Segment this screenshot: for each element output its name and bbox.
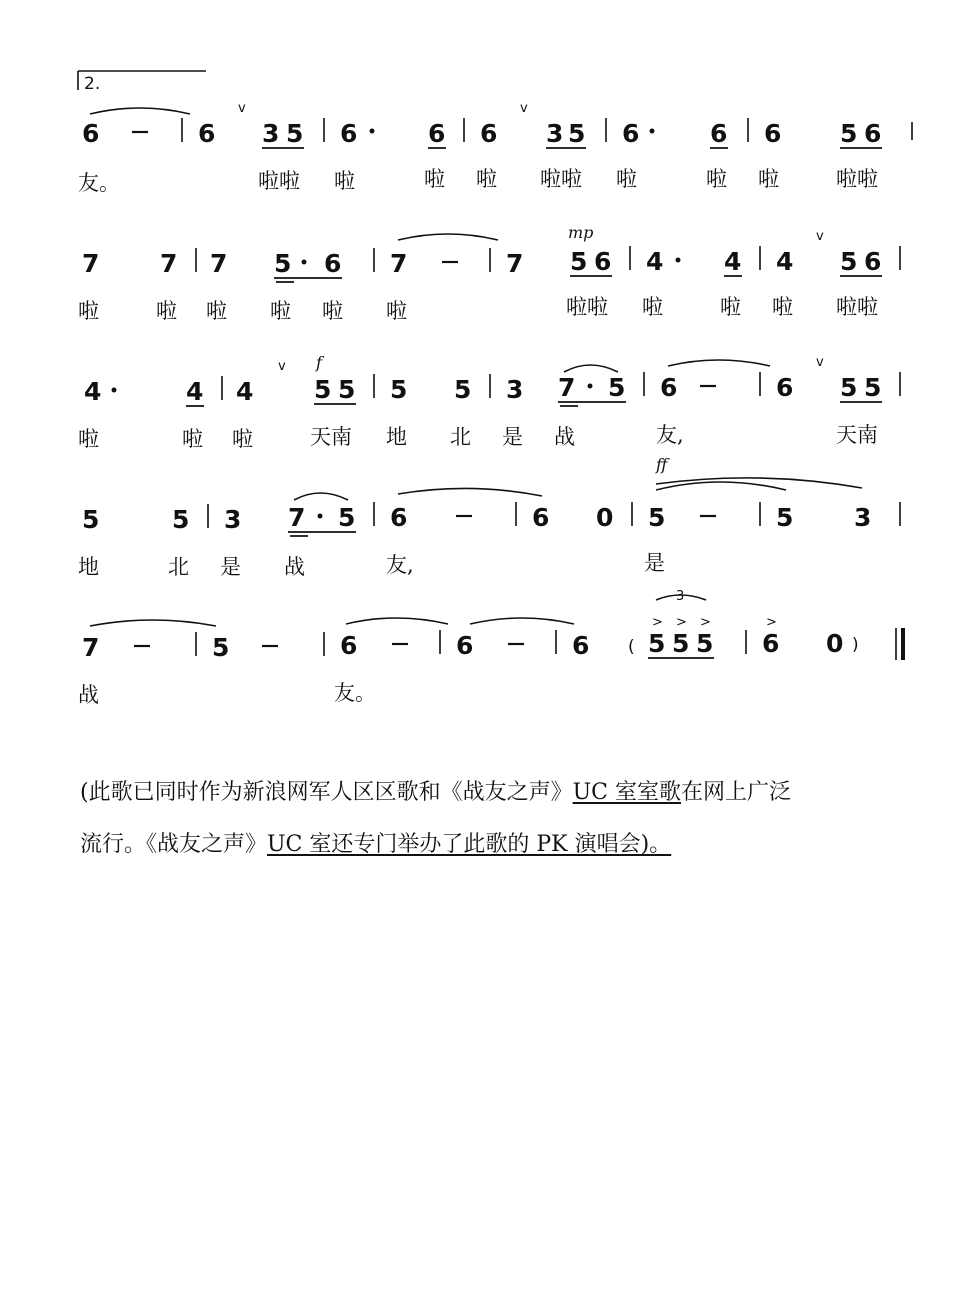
note: 6 bbox=[660, 373, 678, 402]
staff-row-5 bbox=[78, 589, 903, 707]
breath-mark: v bbox=[816, 355, 824, 370]
note: 4 bbox=[236, 377, 254, 406]
note: 7 bbox=[160, 249, 178, 278]
lyric: 啦 bbox=[616, 167, 637, 191]
lyric: 友。 bbox=[334, 681, 376, 705]
note: 5 bbox=[568, 119, 586, 148]
note: 6 bbox=[762, 629, 780, 658]
lyric: 啦 bbox=[424, 167, 445, 191]
dynamic-mp: mp bbox=[568, 223, 594, 242]
open-paren: ( bbox=[628, 637, 635, 657]
note: 7 bbox=[390, 249, 408, 278]
note: 5 bbox=[338, 503, 356, 532]
note: 5 bbox=[672, 629, 690, 658]
tie bbox=[656, 482, 786, 490]
lyric: 啦啦 bbox=[258, 169, 300, 193]
note: 5 bbox=[864, 373, 882, 402]
slur bbox=[656, 478, 862, 488]
lyric: 啦啦 bbox=[836, 167, 878, 191]
lyric: 啦啦 bbox=[540, 167, 582, 191]
lyric: 啦 bbox=[322, 299, 343, 323]
lyric: 啦啦 bbox=[566, 295, 608, 319]
lyric: 地 bbox=[386, 425, 407, 449]
note: 6 bbox=[710, 119, 728, 148]
note: 4 bbox=[724, 247, 742, 276]
lyric: 天南 bbox=[836, 423, 878, 447]
staff-row-4 bbox=[78, 455, 900, 579]
accent-mark: > bbox=[676, 615, 687, 630]
lyric: 啦 bbox=[78, 427, 99, 451]
note: 3 bbox=[854, 503, 872, 532]
tie bbox=[346, 618, 448, 624]
lyric: 啦 bbox=[270, 299, 291, 323]
note: 5 bbox=[274, 249, 292, 278]
note: 5 bbox=[840, 373, 858, 402]
note: 6 bbox=[390, 503, 408, 532]
staff-row-3 bbox=[78, 353, 900, 451]
lyric: 啦 bbox=[334, 169, 355, 193]
note: 4 bbox=[776, 247, 794, 276]
note: 5 bbox=[286, 119, 304, 148]
lyric: 是 bbox=[644, 551, 665, 575]
tie bbox=[90, 620, 216, 626]
note: 5 bbox=[608, 373, 626, 402]
note: 6 bbox=[864, 119, 882, 148]
note: 6 bbox=[456, 631, 474, 660]
note: 5 bbox=[696, 629, 714, 658]
footnote-line-2 bbox=[80, 832, 910, 858]
note: 7 bbox=[82, 249, 100, 278]
tie bbox=[398, 488, 542, 496]
footnote-text: (此歌已同时作为新浪网军人区区歌和《战友之声》 bbox=[80, 780, 573, 805]
note: 3 bbox=[506, 375, 524, 404]
note: 0 bbox=[596, 503, 614, 532]
lyric: 啦 bbox=[232, 427, 253, 451]
footnote-underlined: UC 室室歌 bbox=[572, 780, 681, 805]
staff-row-2 bbox=[78, 223, 900, 323]
breath-mark: v bbox=[520, 101, 528, 116]
breath-mark: v bbox=[816, 229, 824, 244]
lyric: 战 bbox=[78, 683, 99, 707]
note: 6 bbox=[340, 631, 358, 660]
lyric: 啦 bbox=[772, 295, 793, 319]
close-paren: ) bbox=[852, 635, 859, 655]
tie bbox=[470, 618, 574, 624]
note: 5 bbox=[648, 629, 666, 658]
lyric: 是 bbox=[502, 425, 523, 449]
lyric: 友, bbox=[656, 423, 684, 447]
breath-mark: v bbox=[278, 359, 286, 374]
note: 6 bbox=[532, 503, 550, 532]
note: 4 bbox=[84, 377, 102, 406]
lyric: 啦 bbox=[386, 299, 407, 323]
note: 5 bbox=[172, 505, 190, 534]
note: 6 bbox=[480, 119, 498, 148]
note: 3 bbox=[546, 119, 564, 148]
note: 7 bbox=[506, 249, 524, 278]
breath-mark: v bbox=[238, 101, 246, 116]
note: 5 bbox=[776, 503, 794, 532]
note: 4 bbox=[186, 377, 204, 406]
note: 3 bbox=[224, 505, 242, 534]
note: 5 bbox=[314, 375, 332, 404]
staff-row-1 bbox=[78, 101, 912, 195]
footnote-underlined: UC 室还专门举办了此歌的 PK 演唱会)。 bbox=[267, 832, 672, 857]
lyric: 北 bbox=[168, 555, 189, 579]
lyric: 战 bbox=[284, 555, 305, 579]
footnote-text: 在网上广泛 bbox=[680, 780, 791, 805]
note: 6 bbox=[622, 119, 640, 148]
note: 5 bbox=[840, 247, 858, 276]
note: 0 bbox=[826, 629, 844, 658]
volta-bracket bbox=[78, 71, 206, 94]
note: 6 bbox=[82, 119, 100, 148]
lyric: 啦 bbox=[642, 295, 663, 319]
triplet-number: 3 bbox=[676, 589, 685, 604]
tie bbox=[90, 108, 190, 114]
lyric: 啦 bbox=[476, 167, 497, 191]
lyric: 友, bbox=[386, 553, 414, 577]
lyric: 啦 bbox=[156, 299, 177, 323]
lyric: 啦啦 bbox=[836, 295, 878, 319]
lyric: 北 bbox=[450, 425, 471, 449]
note: 5 bbox=[648, 503, 666, 532]
lyric: 天南 bbox=[310, 425, 352, 449]
note: 6 bbox=[324, 249, 342, 278]
note: 5 bbox=[390, 375, 408, 404]
note: 5 bbox=[840, 119, 858, 148]
note: 6 bbox=[572, 631, 590, 660]
note: 4 bbox=[646, 247, 664, 276]
note: 5 bbox=[212, 633, 230, 662]
note: 6 bbox=[428, 119, 446, 148]
lyric: 战 bbox=[554, 425, 575, 449]
dynamic-f: f bbox=[316, 353, 322, 372]
note: 7 bbox=[558, 373, 576, 402]
note: 6 bbox=[764, 119, 782, 148]
lyric: 啦 bbox=[206, 299, 227, 323]
note: 7 bbox=[82, 633, 100, 662]
slur bbox=[294, 493, 348, 500]
lyric: 啦 bbox=[706, 167, 727, 191]
lyric: 友。 bbox=[78, 171, 120, 195]
lyric: 是 bbox=[220, 555, 241, 579]
lyric: 啦 bbox=[758, 167, 779, 191]
footnote-line-1 bbox=[80, 780, 910, 806]
footnote-text: 流行。《战友之声》 bbox=[80, 832, 268, 857]
note: 7 bbox=[288, 503, 306, 532]
note: 7 bbox=[210, 249, 228, 278]
note: 5 bbox=[570, 247, 588, 276]
lyric: 地 bbox=[78, 555, 99, 579]
note: 6 bbox=[864, 247, 882, 276]
accent-mark: > bbox=[700, 615, 711, 630]
accent-mark: > bbox=[766, 615, 777, 630]
note: 3 bbox=[262, 119, 280, 148]
note: 6 bbox=[340, 119, 358, 148]
note: 5 bbox=[82, 505, 100, 534]
note: 5 bbox=[338, 375, 356, 404]
lyric: 啦 bbox=[182, 427, 203, 451]
volta-label: 2. bbox=[84, 74, 101, 94]
slur bbox=[564, 365, 618, 372]
dynamic-ff: ff bbox=[656, 455, 668, 474]
lyric: 啦 bbox=[720, 295, 741, 319]
note: 5 bbox=[454, 375, 472, 404]
note: 6 bbox=[198, 119, 216, 148]
note: 6 bbox=[776, 373, 794, 402]
lyric: 啦 bbox=[78, 299, 99, 323]
note: 6 bbox=[594, 247, 612, 276]
tie bbox=[668, 360, 770, 366]
tie bbox=[398, 234, 498, 240]
accent-mark: > bbox=[652, 615, 663, 630]
